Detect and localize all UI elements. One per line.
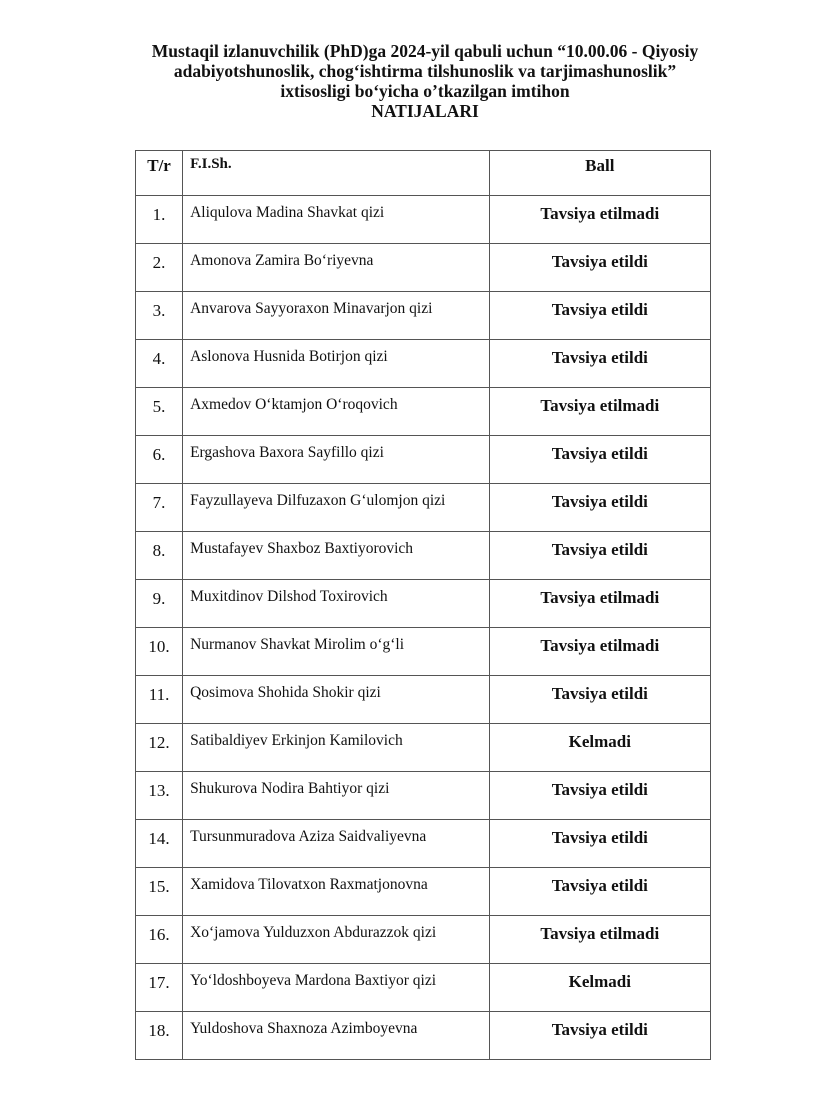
result-status: Tavsiya etildi [489,820,710,868]
candidate-name: Anvarova Sayyoraxon Minavarjon qizi [183,292,490,340]
table-row [136,580,711,628]
table-header-row [136,151,711,196]
result-status: Tavsiya etildi [489,436,710,484]
result-status: Tavsiya etildi [489,292,710,340]
candidate-name: Aliqulova Madina Shavkat qizi [183,196,490,244]
header-full-name: F.I.Sh. [183,151,490,196]
table-row [136,772,711,820]
candidate-name: Xamidova Tilovatxon Raxmatjonovna [183,868,490,916]
header-ball: Ball [489,151,710,196]
candidate-name: Yuldoshova Shaxnoza Azimboyevna [183,1012,490,1060]
candidate-name: Shukurova Nodira Bahtiyor qizi [183,772,490,820]
table-row [136,532,711,580]
candidate-name: Mustafayev Shaxboz Baxtiyorovich [183,532,490,580]
result-status: Tavsiya etildi [489,676,710,724]
header-number: T/r [136,151,183,196]
row-number: 5. [136,388,183,436]
row-number: 8. [136,532,183,580]
row-number: 1. [136,196,183,244]
result-status: Tavsiya etilmadi [489,388,710,436]
row-number: 6. [136,436,183,484]
result-status: Tavsiya etildi [489,244,710,292]
row-number: 11. [136,676,183,724]
result-status: Tavsiya etildi [489,484,710,532]
candidate-name: Muxitdinov Dilshod Toxirovich [183,580,490,628]
row-number: 15. [136,868,183,916]
table-row [136,388,711,436]
table-body [136,196,711,1060]
result-status: Tavsiya etilmadi [489,916,710,964]
page-title [80,41,770,121]
table-row [136,1012,711,1060]
table-row [136,820,711,868]
candidate-name: Xo‘jamova Yulduzxon Abdurazzok qizi [183,916,490,964]
result-status: Kelmadi [489,724,710,772]
candidate-name: Tursunmuradova Aziza Saidvaliyevna [183,820,490,868]
result-status: Tavsiya etilmadi [489,580,710,628]
title-line-1: Mustaqil izlanuvchilik (PhD)ga 2024-yil qabuli uchun “10.00.06 - Qiyosiy [151,41,699,61]
table-row [136,964,711,1012]
candidate-name: Nurmanov Shavkat Mirolim o‘g‘li [183,628,490,676]
candidate-name: Ergashova Baxora Sayfillo qizi [183,436,490,484]
row-number: 10. [136,628,183,676]
table-row [136,340,711,388]
result-status: Tavsiya etildi [489,772,710,820]
result-status: Tavsiya etildi [489,340,710,388]
candidate-name: Axmedov O‘ktamjon O‘roqovich [183,388,490,436]
title-line-4: NATIJALARI [371,101,479,121]
table-row [136,868,711,916]
table-row [136,628,711,676]
row-number: 2. [136,244,183,292]
candidate-name: Qosimova Shohida Shokir qizi [183,676,490,724]
result-status: Tavsiya etildi [489,532,710,580]
row-number: 9. [136,580,183,628]
result-status: Kelmadi [489,964,710,1012]
title-line-2: adabiyotshunoslik, chog‘ishtirma tilshunoslik va tarjimashunoslik” [173,61,677,81]
row-number: 18. [136,1012,183,1060]
row-number: 16. [136,916,183,964]
candidate-name: Amonova Zamira Bo‘riyevna [183,244,490,292]
candidate-name: Fayzullayeva Dilfuzaxon G‘ulomjon qizi [183,484,490,532]
candidate-name: Satibaldiyev Erkinjon Kamilovich [183,724,490,772]
result-status: Tavsiya etilmadi [489,628,710,676]
table-row [136,724,711,772]
table-row [136,484,711,532]
table-row [136,196,711,244]
result-status: Tavsiya etildi [489,868,710,916]
row-number: 3. [136,292,183,340]
title-line-3: ixtisosligi bo‘yicha o’tkazilgan imtihon [280,81,570,101]
table-row [136,676,711,724]
row-number: 13. [136,772,183,820]
result-status: Tavsiya etildi [489,1012,710,1060]
candidate-name: Yo‘ldoshboyeva Mardona Baxtiyor qizi [183,964,490,1012]
row-number: 7. [136,484,183,532]
row-number: 4. [136,340,183,388]
candidate-name: Aslonova Husnida Botirjon qizi [183,340,490,388]
result-status: Tavsiya etilmadi [489,196,710,244]
row-number: 14. [136,820,183,868]
row-number: 12. [136,724,183,772]
table-row [136,244,711,292]
row-number: 17. [136,964,183,1012]
table-row [136,916,711,964]
results-table [135,150,711,1060]
table-row [136,436,711,484]
table-row [136,292,711,340]
